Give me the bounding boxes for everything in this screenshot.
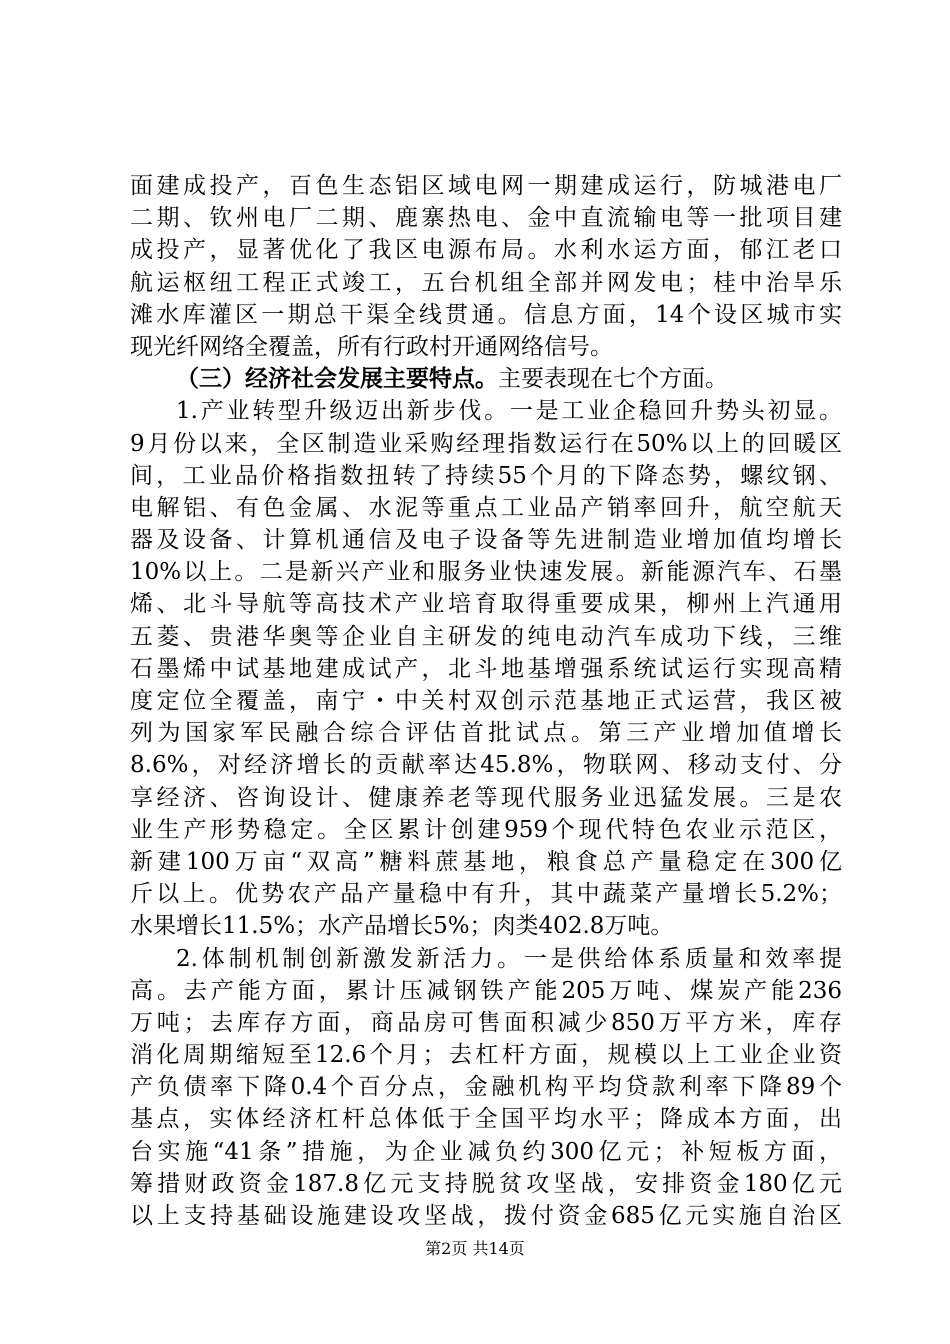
text-line: 成投产，显著优化了我区电源布局。水利水运方面，郁江老口: [130, 237, 842, 264]
text-line: 业生产形势稳定。全区累计创建959个现代特色农业示范区，: [130, 816, 842, 843]
text-line: 五菱、贵港华奥等企业自主研发的纯电动汽车成功下线，三维: [130, 623, 842, 650]
text-line: 消化周期缩短至12.6个月；去杠杆方面，规模以上工业企业资: [130, 1042, 842, 1069]
text-line: 新建100万亩“双高”糖料蔗基地，粮食总产量稳定在300亿: [130, 848, 842, 875]
text-line: 高。去产能方面，累计压减钢铁产能205万吨、煤炭产能236: [130, 977, 842, 1004]
text-line: 9月份以来，全区制造业采购经理指数运行在50%以上的回暖区: [130, 430, 842, 457]
paragraph-first-line: 2.体制机制创新激发新活力。一是供给体系质量和效率提: [176, 945, 842, 972]
text-line: 基点，实体经济杠杆总体低于全国平均水平；降成本方面，出: [130, 1106, 842, 1133]
text-line: 航运枢纽工程正式竣工，五台机组全部并网发电；桂中治旱乐: [130, 269, 842, 296]
text-line: 台实施“41条”措施，为企业减负约300亿元；补短板方面，: [130, 1138, 842, 1165]
document-body: [130, 170, 842, 1232]
text-line: 斤以上。优势农产品产量稳中有升，其中蔬菜产量增长5.2%；: [130, 881, 842, 908]
text-line: 电解铝、有色金属、水泥等重点工业品产销率回升，航空航天: [130, 494, 842, 521]
page-number-footer: 第2页 共14页: [425, 1239, 525, 1258]
text-line: 现光纤网络全覆盖，所有行政村开通网络信号。: [130, 333, 613, 360]
text-line: 列为国家军民融合综合评估首批试点。第三产业增加值增长: [130, 720, 842, 747]
text-line: 10%以上。二是新兴产业和服务业快速发展。新能源汽车、石墨: [130, 559, 842, 586]
text-line: 烯、北斗导航等高技术产业培育取得重要成果，柳州上汽通用: [130, 591, 842, 618]
paragraph-first-line: 1.产业转型升级迈出新步伐。一是工业企稳回升势头初显。: [176, 398, 842, 425]
text-line: 间，工业品价格指数扭转了持续55个月的下降态势，螺纹钢、: [130, 462, 842, 489]
text-line: 万吨；去库存方面，商品房可售面积减少850万平方米，库存: [130, 1009, 842, 1036]
section-heading-line: [130, 363, 842, 395]
text-line: 8.6%，对经济增长的贡献率达45.8%，物联网、移动支付、分: [130, 752, 842, 779]
section-heading: （三）经济社会发展主要特点。: [176, 365, 498, 393]
text-line: 器及设备、计算机通信及电子设备等先进制造业增加值均增长: [130, 527, 842, 554]
text-line: 水果增长11.5%；水产品增长5%；肉类402.8万吨。: [130, 913, 674, 940]
text-line: 以上支持基础设施建设攻坚战，拨付资金685亿元实施自治区: [130, 1203, 842, 1229]
text-line: 石墨烯中试基地建成试产，北斗地基增强系统试运行实现高精: [130, 655, 842, 682]
section-heading-rest: 主要表现在七个方面。: [498, 366, 728, 393]
text-line: 产负债率下降0.4个百分点，金融机构平均贷款利率下降89个: [130, 1074, 842, 1101]
text-line: 二期、钦州电厂二期、鹿寨热电、金中直流输电等一批项目建: [130, 205, 842, 232]
text-line: 面建成投产，百色生态铝区域电网一期建成运行，防城港电厂: [130, 173, 842, 199]
text-line: 享经济、咨询设计、健康养老等现代服务业迅猛发展。三是农: [130, 784, 842, 811]
text-line: 滩水库灌区一期总干渠全线贯通。信息方面，14个设区城市实: [130, 301, 842, 328]
text-line: 度定位全覆盖，南宁・中关村双创示范基地正式运营，我区被: [130, 688, 842, 714]
text-line: 筹措财政资金187.8亿元支持脱贫攻坚战，安排资金180亿元: [130, 1170, 842, 1197]
